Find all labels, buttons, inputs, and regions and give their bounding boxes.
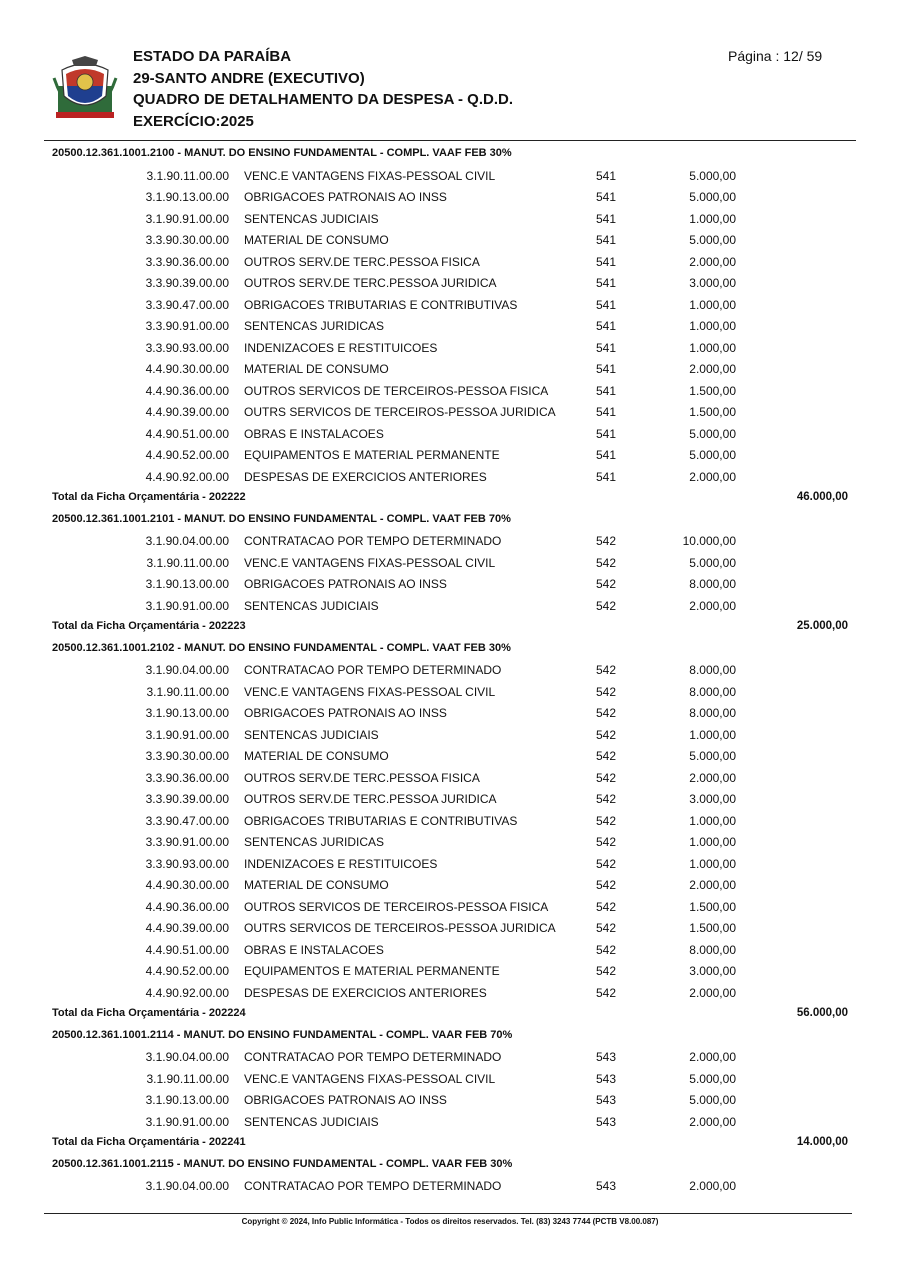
table-row <box>0 682 900 704</box>
expense-description: OBRIGACOES PATRONAIS AO INSS <box>244 577 447 591</box>
expense-description: VENC.E VANTAGENS FIXAS-PESSOAL CIVIL <box>244 1071 496 1086</box>
expense-description: OUTROS SERV.DE TERC.PESSOA FISICA <box>244 254 480 269</box>
table-row <box>0 746 900 768</box>
resource-source: 543 <box>596 1050 617 1064</box>
table-row <box>0 940 900 962</box>
action-header-row <box>0 1026 900 1048</box>
action-header-row <box>0 144 900 166</box>
expense-description: OUTROS SERV.DE TERC.PESSOA JURIDICA <box>244 276 497 290</box>
expense-description: VENC.E VANTAGENS FIXAS-PESSOAL CIVIL <box>244 168 496 183</box>
expense-code: 4.4.90.30.00.00 <box>145 362 229 376</box>
expense-value: 2.000,00 <box>689 985 736 1000</box>
expense-description: OUTROS SERVICOS DE TERCEIROS-PESSOA FISICA <box>244 383 549 398</box>
resource-source: 542 <box>596 856 617 871</box>
expense-code: 3.1.90.91.00.00 <box>145 1114 229 1129</box>
table-row <box>0 187 900 209</box>
expense-value: 8.000,00 <box>689 942 736 957</box>
expense-description: SENTENCAS JURIDICAS <box>244 835 385 849</box>
table-row <box>0 359 900 381</box>
expense-value: 1.500,00 <box>689 899 736 914</box>
total-amount: 14.000,00 <box>796 1136 848 1148</box>
table-row <box>0 768 900 790</box>
expense-value: 10.000,00 <box>682 534 736 548</box>
expense-description: OBRIGACOES TRIBUTARIAS E CONTRIBUTIVAS <box>244 297 518 312</box>
expense-value: 3.000,00 <box>689 964 736 978</box>
expense-code: 4.4.90.52.00.00 <box>145 964 229 978</box>
resource-source: 542 <box>596 598 617 613</box>
expense-code: 4.4.90.39.00.00 <box>145 921 229 935</box>
total-amount: 25.000,00 <box>796 620 848 632</box>
table-row <box>0 467 900 489</box>
expense-code: 3.1.90.11.00.00 <box>146 168 229 183</box>
resource-source: 542 <box>596 878 617 892</box>
resource-source: 542 <box>596 835 617 849</box>
resource-source: 541 <box>596 405 617 419</box>
expense-code: 3.3.90.47.00.00 <box>145 297 229 312</box>
expense-code: 3.3.90.91.00.00 <box>145 319 229 333</box>
report-titles <box>133 46 513 132</box>
table-row <box>0 553 900 575</box>
action-header-row <box>0 510 900 532</box>
header-divider <box>44 140 856 141</box>
expense-value: 1.000,00 <box>689 835 736 849</box>
total-row <box>0 488 900 510</box>
resource-source: 542 <box>596 942 617 957</box>
page-number: Página : 12/ 59 <box>728 48 823 64</box>
table-row <box>0 789 900 811</box>
expense-value: 1.000,00 <box>689 813 736 828</box>
expense-value: 2.000,00 <box>689 770 736 785</box>
expense-description: OBRAS E INSTALACOES <box>244 426 384 441</box>
expense-description: CONTRATACAO POR TEMPO DETERMINADO <box>244 534 502 548</box>
resource-source: 542 <box>596 964 617 978</box>
table-row <box>0 316 900 338</box>
expense-value: 5.000,00 <box>689 448 736 462</box>
table-row <box>0 338 900 360</box>
resource-source: 541 <box>596 469 617 484</box>
expense-code: 3.3.90.91.00.00 <box>145 835 229 849</box>
expense-value: 5.000,00 <box>689 555 736 570</box>
expense-value: 1.000,00 <box>689 211 736 226</box>
resource-source: 542 <box>596 792 617 806</box>
expense-description: INDENIZACOES E RESTITUICOES <box>244 340 438 355</box>
total-amount: 46.000,00 <box>796 491 848 503</box>
table-row <box>0 424 900 446</box>
expense-description: CONTRATACAO POR TEMPO DETERMINADO <box>244 663 502 677</box>
expense-description: MATERIAL DE CONSUMO <box>244 749 389 763</box>
expense-code: 3.1.90.91.00.00 <box>145 727 229 742</box>
expense-value: 1.500,00 <box>689 921 736 935</box>
expense-code: 3.1.90.91.00.00 <box>145 598 229 613</box>
resource-source: 541 <box>596 426 617 441</box>
expense-description: OBRAS E INSTALACOES <box>244 942 384 957</box>
resource-source: 542 <box>596 534 617 548</box>
total-label: Total da Ficha Orçamentária - 202222 <box>52 491 246 503</box>
expense-value: 1.000,00 <box>689 340 736 355</box>
resource-source: 541 <box>596 211 617 226</box>
expense-value: 5.000,00 <box>689 190 736 204</box>
expense-value: 1.000,00 <box>689 297 736 312</box>
resource-source: 542 <box>596 706 617 720</box>
expense-code: 3.1.90.13.00.00 <box>145 706 229 720</box>
entity-name: 29-SANTO ANDRE (EXECUTIVO) <box>133 69 365 87</box>
expense-value: 3.000,00 <box>689 276 736 290</box>
expense-description: SENTENCAS JUDICIAIS <box>244 211 379 226</box>
state-crest-icon <box>52 56 118 120</box>
expense-value: 1.500,00 <box>689 405 736 419</box>
expense-value: 2.000,00 <box>689 878 736 892</box>
total-row <box>0 1004 900 1026</box>
expense-value: 8.000,00 <box>689 663 736 677</box>
table-row <box>0 445 900 467</box>
table-row <box>0 660 900 682</box>
table-row <box>0 1090 900 1112</box>
table-row <box>0 1047 900 1069</box>
resource-source: 542 <box>596 663 617 677</box>
resource-source: 542 <box>596 813 617 828</box>
expense-value: 5.000,00 <box>689 426 736 441</box>
expense-code: 3.3.90.30.00.00 <box>145 749 229 763</box>
resource-source: 542 <box>596 577 617 591</box>
resource-source: 541 <box>596 254 617 269</box>
page-header <box>0 0 900 140</box>
table-row <box>0 918 900 940</box>
resource-source: 541 <box>596 448 617 462</box>
table-row <box>0 273 900 295</box>
table-row <box>0 875 900 897</box>
table-row <box>0 1069 900 1091</box>
expense-description: OUTROS SERV.DE TERC.PESSOA FISICA <box>244 770 480 785</box>
expense-value: 3.000,00 <box>689 792 736 806</box>
expense-value: 8.000,00 <box>689 577 736 591</box>
expense-description: OBRIGACOES TRIBUTARIAS E CONTRIBUTIVAS <box>244 813 518 828</box>
action-header-row <box>0 1155 900 1177</box>
expense-value: 2.000,00 <box>689 1050 736 1064</box>
expense-value: 2.000,00 <box>689 469 736 484</box>
expense-code: 3.3.90.36.00.00 <box>145 770 229 785</box>
action-title: 20500.12.361.1001.2114 - MANUT. DO ENSINO FUNDAMENTAL - COMPL. VAAR FEB 70% <box>52 1028 513 1041</box>
expense-value: 5.000,00 <box>689 1071 736 1086</box>
fiscal-year: EXERCÍCIO:2025 <box>133 112 254 130</box>
table-row <box>0 897 900 919</box>
expense-description: INDENIZACOES E RESTITUICOES <box>244 856 438 871</box>
expense-code: 3.1.90.13.00.00 <box>145 1093 229 1107</box>
table-row <box>0 531 900 553</box>
expense-value: 5.000,00 <box>689 1093 736 1107</box>
action-title: 20500.12.361.1001.2115 - MANUT. DO ENSINO FUNDAMENTAL - COMPL. VAAR FEB 30% <box>52 1157 513 1170</box>
table-row <box>0 209 900 231</box>
resource-source: 542 <box>596 555 617 570</box>
action-header-row <box>0 639 900 661</box>
expense-value: 1.000,00 <box>689 727 736 742</box>
expense-code: 3.1.90.11.00.00 <box>146 684 229 699</box>
resource-source: 542 <box>596 684 617 699</box>
expense-value: 1.000,00 <box>689 319 736 333</box>
resource-source: 541 <box>596 319 617 333</box>
resource-source: 541 <box>596 362 617 376</box>
table-row <box>0 703 900 725</box>
expense-code: 3.3.90.47.00.00 <box>145 813 229 828</box>
copyright-footer: Copyright © 2024, Info Public Informática - Todos os direitos reservados. Tel. (83) 3243 7744 (PCTB V8.00.087) <box>241 1217 659 1226</box>
expense-value: 5.000,00 <box>689 233 736 247</box>
expense-description: OUTRS SERVICOS DE TERCEIROS-PESSOA JURIDICA <box>244 405 556 419</box>
table-row <box>0 402 900 424</box>
expense-value: 2.000,00 <box>689 1179 736 1193</box>
expense-code: 3.1.90.91.00.00 <box>145 211 229 226</box>
expense-code: 4.4.90.36.00.00 <box>145 383 229 398</box>
table-row <box>0 381 900 403</box>
expense-description: EQUIPAMENTOS E MATERIAL PERMANENTE <box>244 448 500 462</box>
expense-description: MATERIAL DE CONSUMO <box>244 362 389 376</box>
table-row <box>0 1176 900 1198</box>
expense-value: 8.000,00 <box>689 684 736 699</box>
total-label: Total da Ficha Orçamentária - 202223 <box>52 620 246 632</box>
expense-description: CONTRATACAO POR TEMPO DETERMINADO <box>244 1050 502 1064</box>
expense-value: 1.000,00 <box>689 856 736 871</box>
total-row <box>0 617 900 639</box>
table-row <box>0 295 900 317</box>
footer-divider <box>44 1213 852 1214</box>
expense-code: 4.4.90.36.00.00 <box>145 899 229 914</box>
table-row <box>0 252 900 274</box>
expense-code: 3.3.90.93.00.00 <box>145 340 229 355</box>
expense-description: OUTRS SERVICOS DE TERCEIROS-PESSOA JURIDICA <box>244 921 556 935</box>
table-row <box>0 983 900 1005</box>
total-amount: 56.000,00 <box>796 1007 848 1019</box>
table-row <box>0 230 900 252</box>
resource-source: 542 <box>596 770 617 785</box>
total-label: Total da Ficha Orçamentária - 202224 <box>52 1007 246 1019</box>
expense-code: 3.1.90.04.00.00 <box>145 534 229 548</box>
expense-value: 2.000,00 <box>689 254 736 269</box>
expense-code: 3.1.90.13.00.00 <box>145 190 229 204</box>
expense-description: SENTENCAS JURIDICAS <box>244 319 385 333</box>
resource-source: 541 <box>596 340 617 355</box>
resource-source: 542 <box>596 727 617 742</box>
resource-source: 541 <box>596 276 617 290</box>
expense-description: MATERIAL DE CONSUMO <box>244 878 389 892</box>
resource-source: 541 <box>596 383 617 398</box>
report-title: QUADRO DE DETALHAMENTO DA DESPESA - Q.D.D. <box>133 91 514 108</box>
expense-description: OBRIGACOES PATRONAIS AO INSS <box>244 706 447 720</box>
resource-source: 543 <box>596 1114 617 1129</box>
expense-table <box>0 144 900 1198</box>
expense-code: 3.3.90.39.00.00 <box>145 792 229 806</box>
expense-code: 3.1.90.13.00.00 <box>145 577 229 591</box>
resource-source: 541 <box>596 168 617 183</box>
expense-value: 1.500,00 <box>689 383 736 398</box>
total-label: Total da Ficha Orçamentária - 202241 <box>52 1136 246 1148</box>
expense-value: 5.000,00 <box>689 749 736 763</box>
resource-source: 541 <box>596 297 617 312</box>
table-row <box>0 961 900 983</box>
expense-code: 4.4.90.92.00.00 <box>145 469 229 484</box>
state-name: ESTADO DA PARAÍBA <box>133 48 292 65</box>
resource-source: 542 <box>596 985 617 1000</box>
total-row <box>0 1133 900 1155</box>
table-row <box>0 574 900 596</box>
expense-description: VENC.E VANTAGENS FIXAS-PESSOAL CIVIL <box>244 684 496 699</box>
expense-value: 5.000,00 <box>689 168 736 183</box>
expense-description: SENTENCAS JUDICIAIS <box>244 727 379 742</box>
expense-description: DESPESAS DE EXERCICIOS ANTERIORES <box>244 985 487 1000</box>
expense-description: DESPESAS DE EXERCICIOS ANTERIORES <box>244 469 487 484</box>
expense-description: OUTROS SERV.DE TERC.PESSOA JURIDICA <box>244 792 497 806</box>
expense-description: SENTENCAS JUDICIAIS <box>244 598 379 613</box>
resource-source: 542 <box>596 899 617 914</box>
expense-code: 4.4.90.51.00.00 <box>145 426 229 441</box>
expense-code: 3.1.90.04.00.00 <box>145 663 229 677</box>
expense-description: OBRIGACOES PATRONAIS AO INSS <box>244 190 447 204</box>
expense-description: OUTROS SERVICOS DE TERCEIROS-PESSOA FISICA <box>244 899 549 914</box>
resource-source: 541 <box>596 233 617 247</box>
action-title: 20500.12.361.1001.2102 - MANUT. DO ENSINO FUNDAMENTAL - COMPL. VAAT FEB 30% <box>52 641 511 654</box>
expense-code: 4.4.90.51.00.00 <box>145 942 229 957</box>
expense-code: 4.4.90.39.00.00 <box>145 405 229 419</box>
expense-description: EQUIPAMENTOS E MATERIAL PERMANENTE <box>244 964 500 978</box>
expense-description: VENC.E VANTAGENS FIXAS-PESSOAL CIVIL <box>244 555 496 570</box>
expense-description: OBRIGACOES PATRONAIS AO INSS <box>244 1093 447 1107</box>
expense-code: 3.3.90.93.00.00 <box>145 856 229 871</box>
expense-value: 2.000,00 <box>689 362 736 376</box>
expense-description: SENTENCAS JUDICIAIS <box>244 1114 379 1129</box>
action-title: 20500.12.361.1001.2100 - MANUT. DO ENSINO FUNDAMENTAL - COMPL. VAAF FEB 30% <box>52 147 512 159</box>
expense-code: 4.4.90.92.00.00 <box>145 985 229 1000</box>
expense-code: 3.1.90.11.00.00 <box>146 555 229 570</box>
table-row <box>0 832 900 854</box>
action-title: 20500.12.361.1001.2101 - MANUT. DO ENSINO FUNDAMENTAL - COMPL. VAAT FEB 70% <box>52 512 511 525</box>
resource-source: 542 <box>596 749 617 763</box>
resource-source: 541 <box>596 190 617 204</box>
expense-code: 4.4.90.30.00.00 <box>145 878 229 892</box>
expense-description: MATERIAL DE CONSUMO <box>244 233 389 247</box>
expense-value: 2.000,00 <box>689 598 736 613</box>
resource-source: 543 <box>596 1071 617 1086</box>
table-row <box>0 725 900 747</box>
expense-code: 4.4.90.52.00.00 <box>145 448 229 462</box>
expense-code: 3.3.90.36.00.00 <box>145 254 229 269</box>
expense-code: 3.1.90.04.00.00 <box>145 1179 229 1193</box>
table-row <box>0 854 900 876</box>
table-row <box>0 1112 900 1134</box>
resource-source: 543 <box>596 1179 617 1193</box>
expense-value: 8.000,00 <box>689 706 736 720</box>
expense-code: 3.3.90.30.00.00 <box>145 233 229 247</box>
resource-source: 543 <box>596 1093 617 1107</box>
table-row <box>0 166 900 188</box>
expense-code: 3.3.90.39.00.00 <box>145 276 229 290</box>
expense-value: 2.000,00 <box>689 1114 736 1129</box>
expense-code: 3.1.90.04.00.00 <box>145 1050 229 1064</box>
resource-source: 542 <box>596 921 617 935</box>
table-row <box>0 596 900 618</box>
expense-code: 3.1.90.11.00.00 <box>146 1071 229 1086</box>
table-row <box>0 811 900 833</box>
expense-description: CONTRATACAO POR TEMPO DETERMINADO <box>244 1179 502 1193</box>
